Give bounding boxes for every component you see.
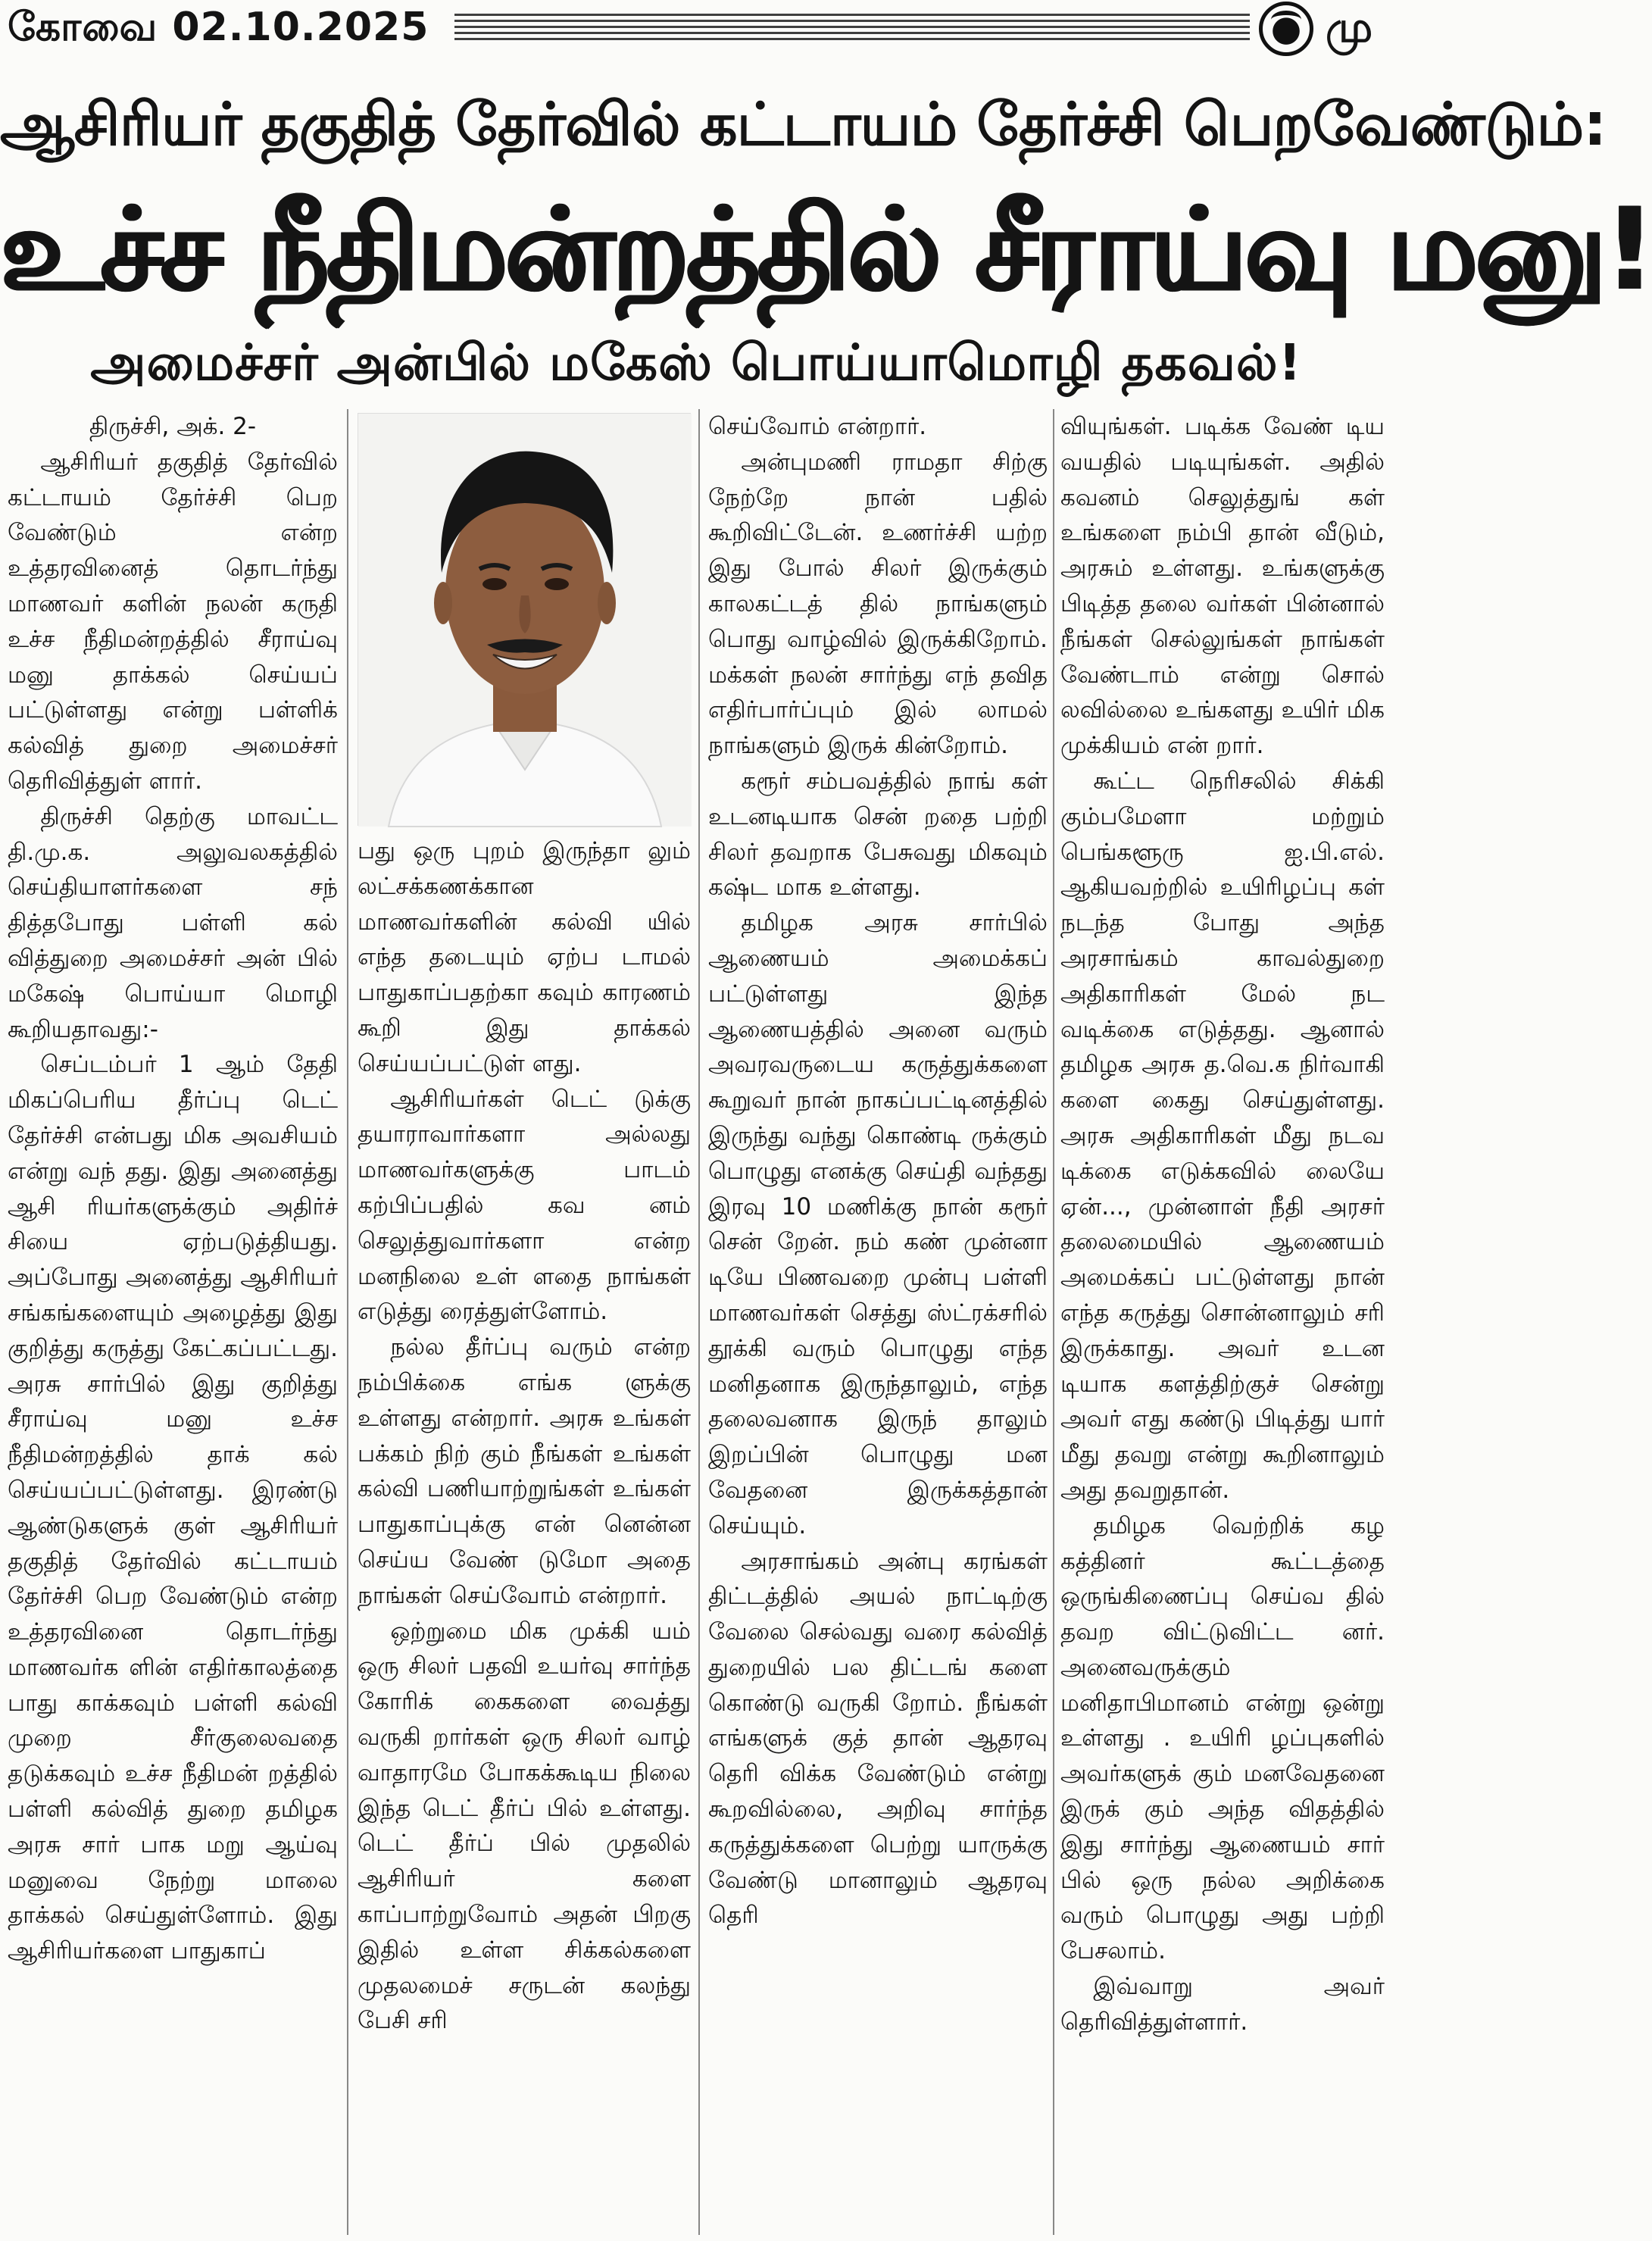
edition-dateline: கோவை 02.10.2025 — [8, 5, 429, 50]
brand-letter: மு — [1326, 3, 1373, 52]
article-column-4 — [1060, 409, 1385, 2235]
minister-photo — [358, 413, 691, 826]
column-paragraph: அன்புமணி ராமதா சிற்கு நேற்றே நான் பதில் கூறிவிட்டேன். உணர்ச்சி யற்ற இது போல் சிலர் இருக்கும் காலகட்டத் தில் நாங்களும் பொது வாழ்வில் இருக்கிறோம். மக்கள் நலன் சார்ந்து எந் தவித எதிர்பார்ப்பும் இல் லாமல் நாங்களும் இருக் கின்றோம். — [708, 448, 1048, 760]
article-column-3 — [708, 409, 1048, 2235]
sub-headline: அமைச்சர் அன்பில் மகேஸ் பொய்யாமொழி தகவல்! — [90, 333, 1302, 392]
article-column-2 — [358, 833, 691, 2235]
column-paragraph: இவ்வாறு அவர் தெரிவித்துள்ளார். — [1060, 1973, 1385, 2036]
masthead-stripes — [454, 14, 1250, 41]
column-paragraph: திருச்சி தெற்கு மாவட்ட தி.மு.க. அலுவலகத்தில் செய்தியாளர்களை சந் தித்தபோது பள்ளி கல் வித்துறை அமைச்சர் அன் பில் மகேஷ் பொய்யா மொழி கூறியதாவது:- — [8, 802, 338, 1043]
portrait-image — [358, 414, 692, 827]
column-paragraph: செய்வோம் என்றார். — [708, 413, 927, 440]
column-paragraph: தமிழக வெற்றிக் கழ கத்தினர் கூட்டத்தை ஒருங்கிணைப்பு செய்வ தில் தவற விட்டுவிட்ட னர். அனைவருக்கும் மனிதாபிமானம் என்று ஒன்று உள்ளது . உயிரி ழப்புகளில் அவர்களுக் கும் மனவேதனை இருக் கும் அந்த விதத்தில் இது சார்ந்து ஆணையம் சார் பில் ஒரு நல்ல அறிக்கை வரும் பொழுது அது பற்றி பேசலாம். — [1060, 1511, 1385, 1965]
bull-horn-icon — [1271, 11, 1301, 29]
column-paragraph: கூட்ட நெரிசலில் சிக்கி கும்பமேளா மற்றும் பெங்களூரு ஐ.பி.எல். ஆகியவற்றில் உயிரிழப்பு கள் நடந்த போது அந்த அரசாங்கம் காவல்துறை அதிகாரிகள் மேல் நட வடிக்கை எடுத்தது. ஆனால் தமிழக அரசு த.வெ.க நிர்வாகி களை கைது செய்துள்ளது. அரசு அதிகாரிகள் மீது நடவ டிக்கை எடுக்கவில் லையே ஏன்..., முன்னாள் நீதி அரசர் தலைமையில் ஆணையம் அமைக்கப் பட்டுள்ளது நான் எந்த கருத்து சொன்னாலும் சரி இருக்காது. அவர் உடன டியாக களத்திற்குச் சென்று அவர் எது கண்டு பிடித்து யார் மீது தவறு என்று கூறினாலும் அது தவறுதான். — [1060, 767, 1385, 1504]
column-divider — [347, 409, 348, 2235]
kicker-headline: ஆசிரியர் தகுதித் தேர்வில் கட்டாயம் தேர்ச்சி பெறவேண்டும்: — [0, 91, 1607, 159]
article-dateline: திருச்சி, அக். 2- — [89, 413, 257, 440]
column-paragraph: பது ஒரு புறம் இருந்தா லும் லட்சக்கணக்கான மாணவர்களின் கல்வி யில் எந்த தடையும் ஏற்ப டாமல் பாதுகாப்பதற்கா கவும் காரணம் கூறி இது தாக்கல் செய்யப்பட்டுள் ளது. — [358, 837, 691, 1077]
column-divider — [1053, 409, 1054, 2235]
main-headline: உச்ச நீதிமன்றத்தில் சீராய்வு மனு! — [0, 184, 1652, 316]
column-paragraph: அரசாங்கம் அன்பு கரங்கள் திட்டத்தில் அயல் நாட்டிற்கு வேலை செல்வது வரை கல்வித் துறையில் பல திட்டங் களை கொண்டு வருகி றோம். நீங்கள் எங்களுக் குத் தான் ஆதரவு தெரி விக்க வேண்டும் என்று கூறவில்லை, அறிவு சார்ந்த கருத்துக்களை பெற்று யாருக்கு வேண்டு மானாலும் ஆதரவு தெரி — [708, 1547, 1048, 1930]
column-paragraph: ஆசிரியர்கள் டெட் டுக்கு தயாராவார்களா அல்லது மாணவர்களுக்கு பாடம் கற்பிப்பதில் கவ னம் செலுத்துவார்களா என்ற மனநிலை உள் ளதை நாங்கள் எடுத்து ரைத்துள்ளோம். — [358, 1085, 691, 1326]
column-paragraph: ஒற்றுமை மிக முக்கி யம் ஒரு சிலர் பதவி உயர்வு சார்ந்த கோரிக் கைகளை வைத்து வருகி றார்கள் ஒரு சிலர் வாழ் வாதாரமே போகக்கூடிய நிலை இந்த டெட் தீர்ப் பில் உள்ளது. டெட் தீர்ப் பில் முதலில் ஆசிரியர் களை காப்பாற்றுவோம் அதன் பிறகு இதில் உள்ள சிக்கல்களை முதலமைச் சருடன் கலந்து பேசி சரி — [358, 1617, 691, 2035]
column-paragraph: செப்டம்பர் 1 ஆம் தேதி மிகப்பெரிய தீர்ப்பு டெட் தேர்ச்சி என்பது மிக அவசியம் என்று வந் தது. இது அனைத்து ஆசி ரியர்களுக்கும் அதிர்ச் சியை ஏற்படுத்தியது. அப்போது அனைத்து ஆசிரியர் சங்கங்களையும் அழைத்து இது குறித்து கருத்து கேட்கப்பட்டது. அரசு சார்பில் இது குறித்து சீராய்வு மனு உச்ச நீதிமன்றத்தில் தாக் கல் செய்யப்பட்டுள்ளது. இரண்டு ஆண்டுகளுக் குள் ஆசிரியர் தகுதித் தேர்வில் கட்டாயம் தேர்ச்சி பெற வேண்டும் என்ற உத்தரவினை தொடர்ந்து மாணவர்க ளின் எதிர்காலத்தை பாது காக்கவும் பள்ளி கல்வி முறை சீர்குலைவதை தடுக்கவும் உச்ச நீதிமன் றத்தில் பள்ளி கல்வித் துறை தமிழக அரசு சார் பாக மறு ஆய்வு மனுவை நேற்று மாலை தாக்கல் செய்துள்ளோம். இது ஆசிரியர்களை பாதுகாப் — [8, 1051, 338, 1965]
column-paragraph: ஆசிரியர் தகுதித் தேர்வில் கட்டாயம் தேர்ச்சி பெற வேண்டும் என்ற உத்தரவினைத் தொடர்ந்து மாணவர் களின் நலன் கருதி உச்ச நீதிமன்றத்தில் சீராய்வு மனு தாக்கல் செய்யப் பட்டுள்ளது என்று பள்ளிக் கல்வித் துறை அமைச்சர் தெரிவித்துள் ளார். — [8, 448, 338, 795]
column-paragraph: கரூர் சம்பவத்தில் நாங் கள் உடனடியாக சென் றதை பற்றி சிலர் தவறாக பேசுவது மிகவும் கஷ்ட மாக உள்ளது. — [708, 767, 1048, 902]
masthead — [0, 0, 1392, 59]
column-paragraph: தமிழக அரசு சார்பில் ஆணையம் அமைக்கப் பட்டுள்ளது இந்த ஆணையத்தில் அனை வரும் அவரவருடைய கருத்துக்களை கூறுவர் நான் நாகப்பட்டினத்தில் இருந்து வந்து கொண்டி ருக்கும் பொழுது எனக்கு செய்தி வந்தது இரவு 10 மணிக்கு நான் கரூர் சென் றேன். நம் கண் முன்னா டியே பிணவறை முன்பு பள்ளி மாணவர்கள் செத்து ஸ்ட்ரக்சரில் தூக்கி வரும் பொழுது எந்த மனிதனாக இருந்தாலும், எந்த தலைவனாக இருந் தாலும் இறப்பின் பொழுது மன வேதனை இருக்கத்தான் செய்யும். — [708, 909, 1048, 1539]
column-paragraph: நல்ல தீர்ப்பு வரும் என்ற நம்பிக்கை எங்க ளுக்கு உள்ளது என்றார். அரசு உங்கள் பக்கம் நிற் கும் நீங்கள் உங்கள் கல்வி பணியாற்றுங்கள் உங்கள் பாதுகாப்புக்கு என் னென்ன செய்ய வேண் டுமோ அதை நாங்கள் செய்வோம் என்றார். — [358, 1333, 691, 1609]
article-column-1 — [8, 409, 338, 2235]
bull-logo-icon — [1259, 2, 1313, 56]
column-paragraph: வியுங்கள். படிக்க வேண் டிய வயதில் படியுங்கள். அதில் கவனம் செலுத்துங் கள் உங்களை நம்பி தான் வீடும், அரசும் உள்ளது. உங்களுக்கு பிடித்த தலை வர்கள் பின்னால் நீங்கள் செல்லுங்கள் நாங்கள் வேண்டாம் என்று சொல் லவில்லை உங்களது உயிர் மிக முக்கியம் என் றார். — [1060, 413, 1385, 760]
column-divider — [698, 409, 700, 2235]
